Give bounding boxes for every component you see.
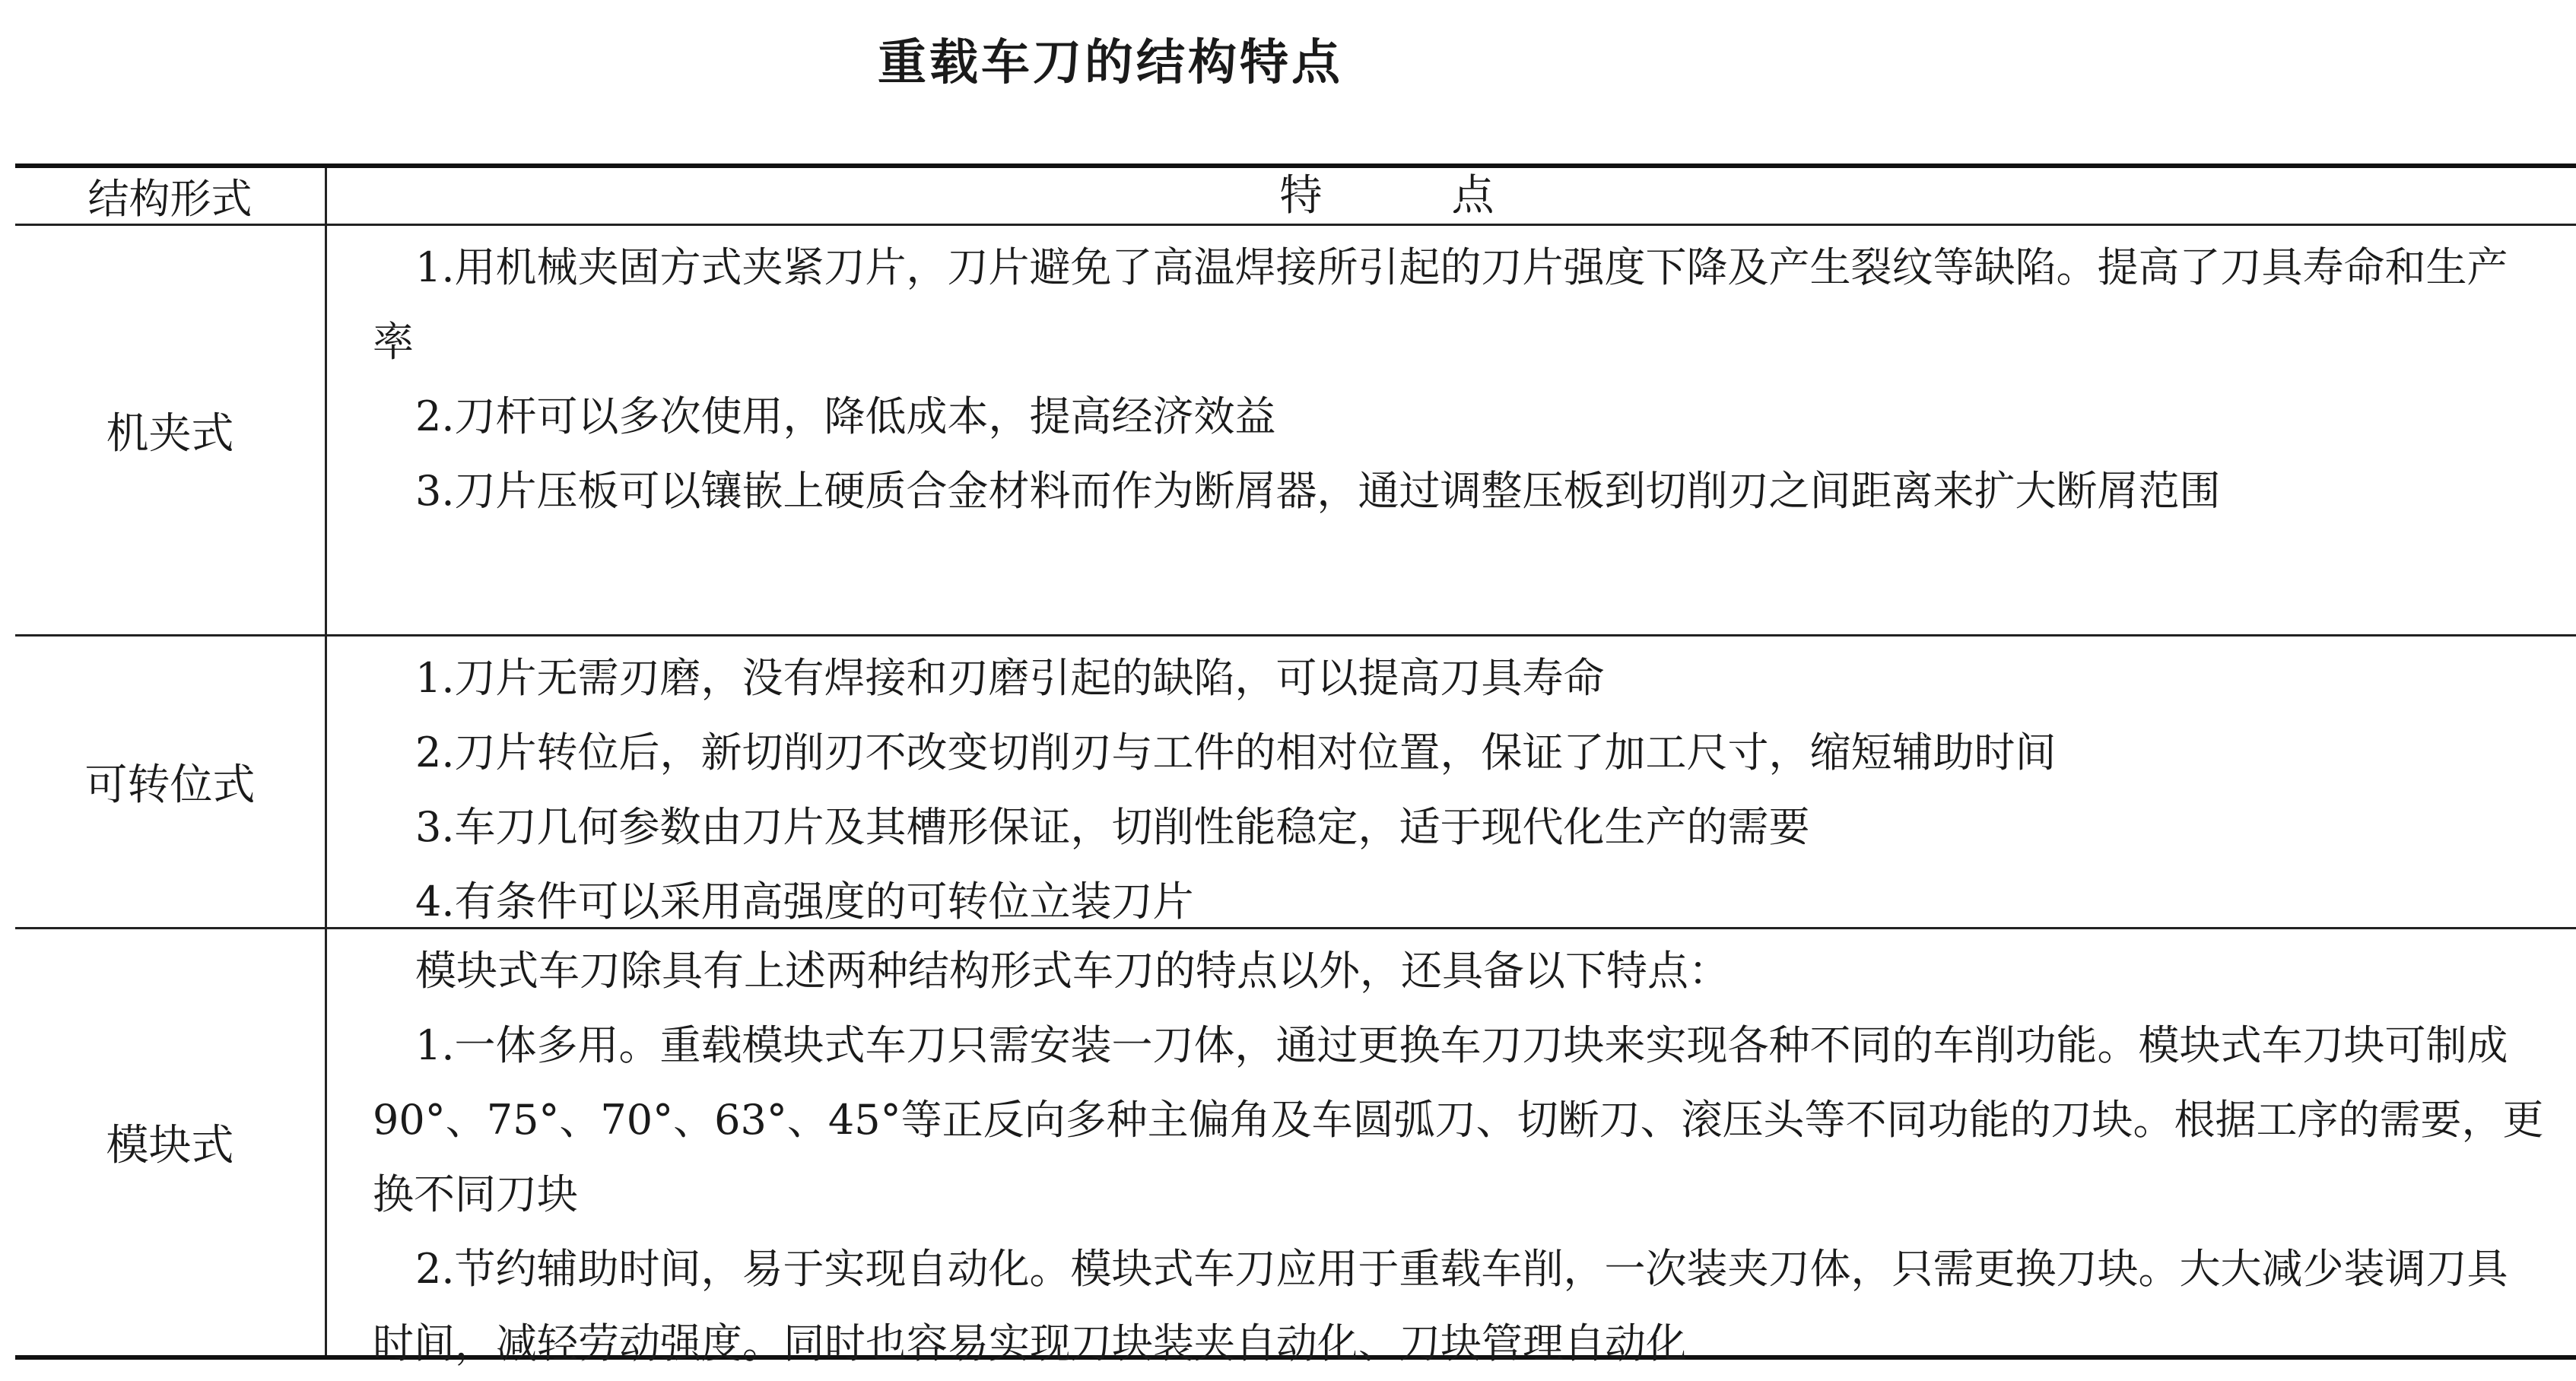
row-features bbox=[327, 929, 2576, 1367]
feature-paragraph: 3.车刀几何参数由刀片及其槽形保证，切削性能稳定，适于现代化生产的需要 bbox=[415, 803, 1810, 851]
feature-paragraph: 1.用机械夹固方式夹紧刀片，刀片避免了高温焊接所引起的刀片强度下降及产生裂纹等缺陷。提高了刀具寿命和生产率 bbox=[373, 243, 2508, 366]
row-features bbox=[327, 226, 2576, 634]
feature-paragraph: 2.刀片转位后，新切削刃不改变切削刃与工件的相对位置，保证了加工尺寸，缩短辅助时间 bbox=[415, 729, 2057, 776]
feature-paragraph: 1.刀片无需刃磨，没有焊接和刃磨引起的缺陷，可以提高刀具寿命 bbox=[415, 654, 1605, 702]
table-row bbox=[15, 929, 2576, 1367]
row-label: 可转位式 bbox=[15, 637, 327, 927]
table-row bbox=[15, 226, 2576, 637]
header-features: 特点 bbox=[1279, 170, 1624, 221]
page-title: 重载车刀的结构特点 bbox=[878, 35, 1343, 91]
row-features bbox=[327, 637, 2576, 927]
table-row bbox=[15, 637, 2576, 929]
feature-paragraph: 1.一体多用。重载模块式车刀只需安装一刀体，通过更换车刀刀块来实现各种不同的车削功能。模块式车刀块可制成90°、75°、70°、63°、45°等正反向多种主偏角及车圆弧刀、切断刀、滚压头等不同功能的刀块。根据工序的需要，更换不同刀块 bbox=[373, 1021, 2544, 1218]
header-structure-form: 结构形式 bbox=[15, 168, 327, 224]
row-label: 机夹式 bbox=[15, 226, 327, 634]
row-label: 模块式 bbox=[15, 929, 327, 1355]
feature-paragraph: 模块式车刀除具有上述两种结构形式车刀的特点以外，还具备以下特点： bbox=[415, 947, 1730, 995]
feature-paragraph: 2.节约辅助时间，易于实现自动化。模块式车刀应用于重载车削，一次装夹刀体，只需更换刀块。大大减少装调刀具时间，减轻劳动强度。同时也容易实现刀块装夹自动化、刀块管理自动化 bbox=[373, 1245, 2508, 1367]
feature-paragraph: 3.刀片压板可以镶嵌上硬质合金材料而作为断屑器，通过调整压板到切削刃之间距离来扩大断屑范围 bbox=[415, 467, 2221, 515]
structure-table bbox=[15, 163, 2576, 1367]
feature-paragraph: 2.刀杆可以多次使用，降低成本，提高经济效益 bbox=[415, 392, 1276, 440]
table-header-row bbox=[15, 168, 2576, 226]
feature-paragraph: 4.有条件可以采用高强度的可转位立装刀片 bbox=[415, 878, 1194, 925]
